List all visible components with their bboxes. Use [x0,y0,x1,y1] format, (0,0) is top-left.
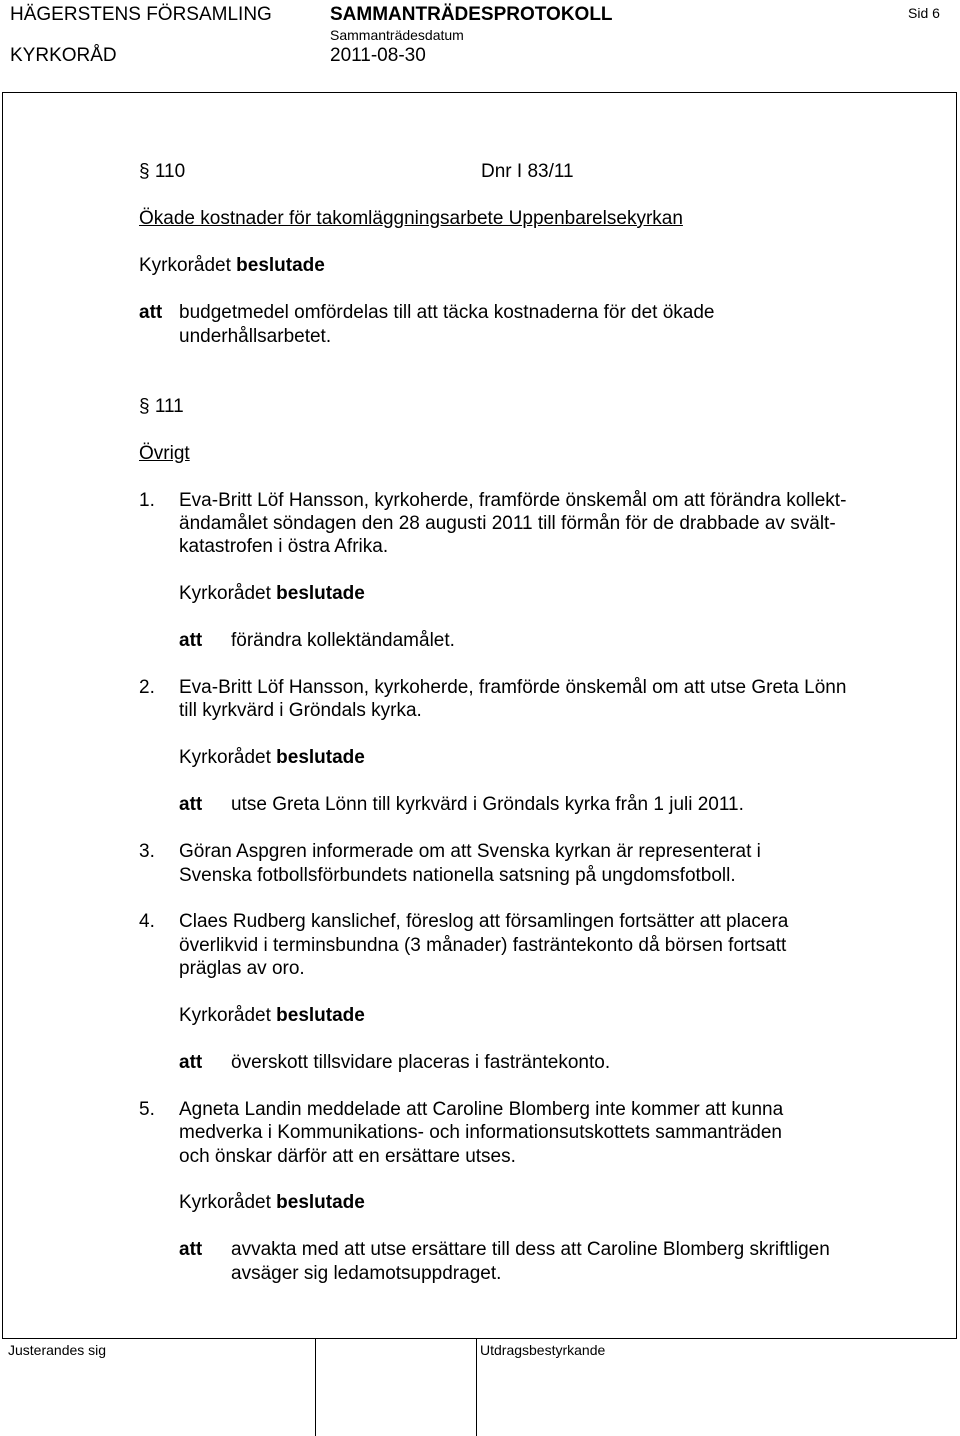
page-number: Sid 6 [908,5,940,21]
decision-line: utse Greta Lönn till kyrkvärd i Gröndals kyrka från 1 juli 2011. [231,794,744,815]
item-text-line: Eva-Britt Löf Hansson, kyrkoherde, framförde önskemål om att utse Greta Lönn [179,677,847,698]
decision-subject: Kyrkorådet [179,583,271,604]
item-number: 5. [139,1099,155,1120]
item-text-line: ändamålet söndagen den 28 augusti 2011 till förmån för de drabbade av svält- [179,513,836,534]
decision-intro [179,1004,365,1027]
decision-line: förändra kollektändamålet. [231,630,455,651]
decision-intro [179,1191,365,1214]
decision-subject: Kyrkorådet [179,1192,271,1213]
item-text-line: Svenska fotbollsförbundets nationella satsning på ungdomsfotboll. [179,865,736,886]
item-text-line: präglas av oro. [179,958,305,979]
org-name: HÄGERSTENS FÖRSAMLING [10,4,272,25]
section-111-heading [139,395,184,418]
decision-subject: Kyrkorådet [179,747,271,768]
item-text-line: Göran Aspgren informerade om att Svenska kyrkan är representerat i [179,841,761,862]
decision-verb: beslutade [276,747,365,768]
section-number: 111 [154,396,184,417]
item-number: 4. [139,911,155,932]
item-text-line: katastrofen i östra Afrika. [179,536,389,557]
document-type: SAMMANTRÄDESPROTOKOLL [330,4,613,25]
decision-subject: Kyrkorådet [139,255,231,276]
item-text-line: Agneta Landin meddelade att Caroline Blomberg inte kommer att kunna [179,1099,784,1120]
date-label: Sammanträdesdatum [330,27,464,43]
item-number: 3. [139,841,155,862]
att-label: att [179,794,203,815]
decision-line: överskott tillsvidare placeras i fasträntekonto. [231,1052,611,1073]
section-110-title: Ökade kostnader för takomläggningsarbete Uppenbarelsekyrkan [139,208,683,229]
item-text-line: Eva-Britt Löf Hansson, kyrkoherde, framförde önskemål om att förändra kollekt- [179,490,847,511]
meeting-date: 2011-08-30 [330,45,426,66]
decision-line: avsäger sig ledamotsuppdraget. [231,1263,502,1284]
section-number: 110 [154,161,186,182]
decision-intro [139,254,325,277]
footer-divider [476,1338,477,1436]
decision-line: budgetmedel omfördelas till att täcka kostnaderna för det ökade [179,302,715,323]
item-text-line: överlikvid i terminsbundna (3 månader) fasträntekonto då börsen fortsatt [179,935,787,956]
decision-intro [179,582,365,605]
case-number: Dnr I 83/11 [481,161,574,182]
item-text-line: medverka i Kommunikations- och informationsutskottets sammanträden [179,1122,782,1143]
decision-line: avvakta med att utse ersättare till dess att Caroline Blomberg skriftligen [231,1239,830,1260]
section-111-title: Övrigt [139,443,190,464]
paragraph-sign: § [139,396,150,417]
decision-verb: beslutade [276,583,365,604]
item-text-line: Claes Rudberg kanslichef, föreslog att församlingen fortsätter att placera [179,911,789,932]
item-text-line: och önskar därför att en ersättare utses. [179,1146,516,1167]
decision-line: underhållsarbetet. [179,326,332,347]
decision-subject: Kyrkorådet [179,1005,271,1026]
decision-verb: beslutade [276,1005,365,1026]
footer-divider [315,1338,316,1436]
decision-verb: beslutade [236,255,325,276]
decision-intro [179,746,365,769]
att-label: att [179,1052,203,1073]
item-number: 1. [139,490,155,511]
att-label: att [179,1239,203,1260]
body-name: KYRKORÅD [10,45,117,66]
att-label: att [139,302,163,323]
paragraph-sign: § [139,161,150,182]
att-label: att [179,630,203,651]
item-text-line: till kyrkvärd i Gröndals kyrka. [179,700,422,721]
signature-label: Justerandes sig [8,1342,107,1358]
item-number: 2. [139,677,155,698]
extract-certification-label: Utdragsbestyrkande [480,1342,606,1358]
section-110-heading [139,160,185,183]
decision-verb: beslutade [276,1192,365,1213]
